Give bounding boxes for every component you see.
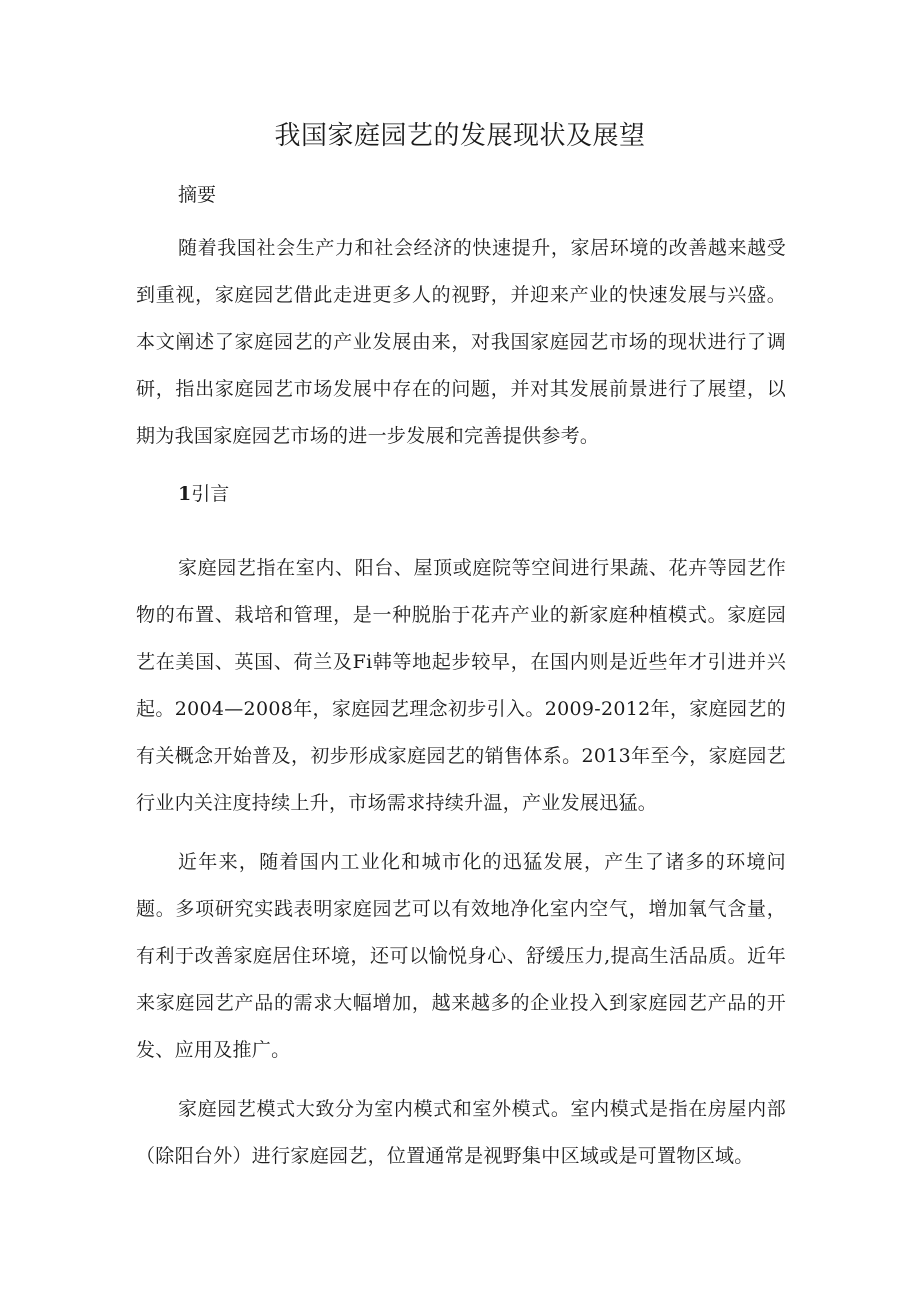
abstract-heading: 摘要 [178, 184, 217, 206]
body-paragraph-1: 家庭园艺指在室内、阳台、屋顶或庭院等空间进行果蔬、花卉等园艺作物的布置、栽培和管理，是一种脱胎于花卉产业的新家庭种植模式。家庭园艺在美国、英国、荷兰及Fi韩等地起步较早，在国内则是近些年才引进并兴起。2004—2008年，家庭园艺理念初步引入。2009-2012年，家庭园艺的有关概念开始普及，初步形成家庭园艺的销售体系。2013年至今，家庭园艺行业内关注度持续上升，市场需求持续升温，产业发展迅猛。 [136, 557, 786, 814]
abstract-paragraph: 随着我国社会生产力和社会经济的快速提升，家居环境的改善越来越受到重视，家庭园艺借此走进更多人的视野，并迎来产业的快速发展与兴盛。本文阐述了家庭园艺的产业发展由来，对我国家庭园艺市场的现状进行了调研，指出家庭园艺市场发展中存在的问题，并对其发展前景进行了展望，以期为我国家庭园艺市场的进一步发展和完善提供参考。 [136, 237, 786, 447]
body-paragraph-3: 家庭园艺模式大致分为室内模式和室外模式。室内模式是指在房屋内部（除阳台外）进行家庭园艺，位置通常是视野集中区域或是可置物区域。 [136, 1098, 786, 1167]
section-1-heading [178, 480, 229, 508]
section-1-number: 1 [178, 483, 192, 505]
document-title: 我国家庭园艺的发展现状及展望 [274, 121, 646, 151]
body-paragraph-2: 近年来，随着国内工业化和城市化的迅猛发展，产生了诸多的环境问题。多项研究实践表明家庭园艺可以有效地净化室内空气，增加氧气含量，有利于改善家庭居住环境，还可以愉悦身心、舒缓压力,提高生活品质。近年来家庭园艺产品的需求大幅增加，越来越多的企业投入到家庭园艺产品的开发、应用及推广。 [136, 851, 786, 1061]
section-1-title: 引言 [191, 483, 230, 505]
